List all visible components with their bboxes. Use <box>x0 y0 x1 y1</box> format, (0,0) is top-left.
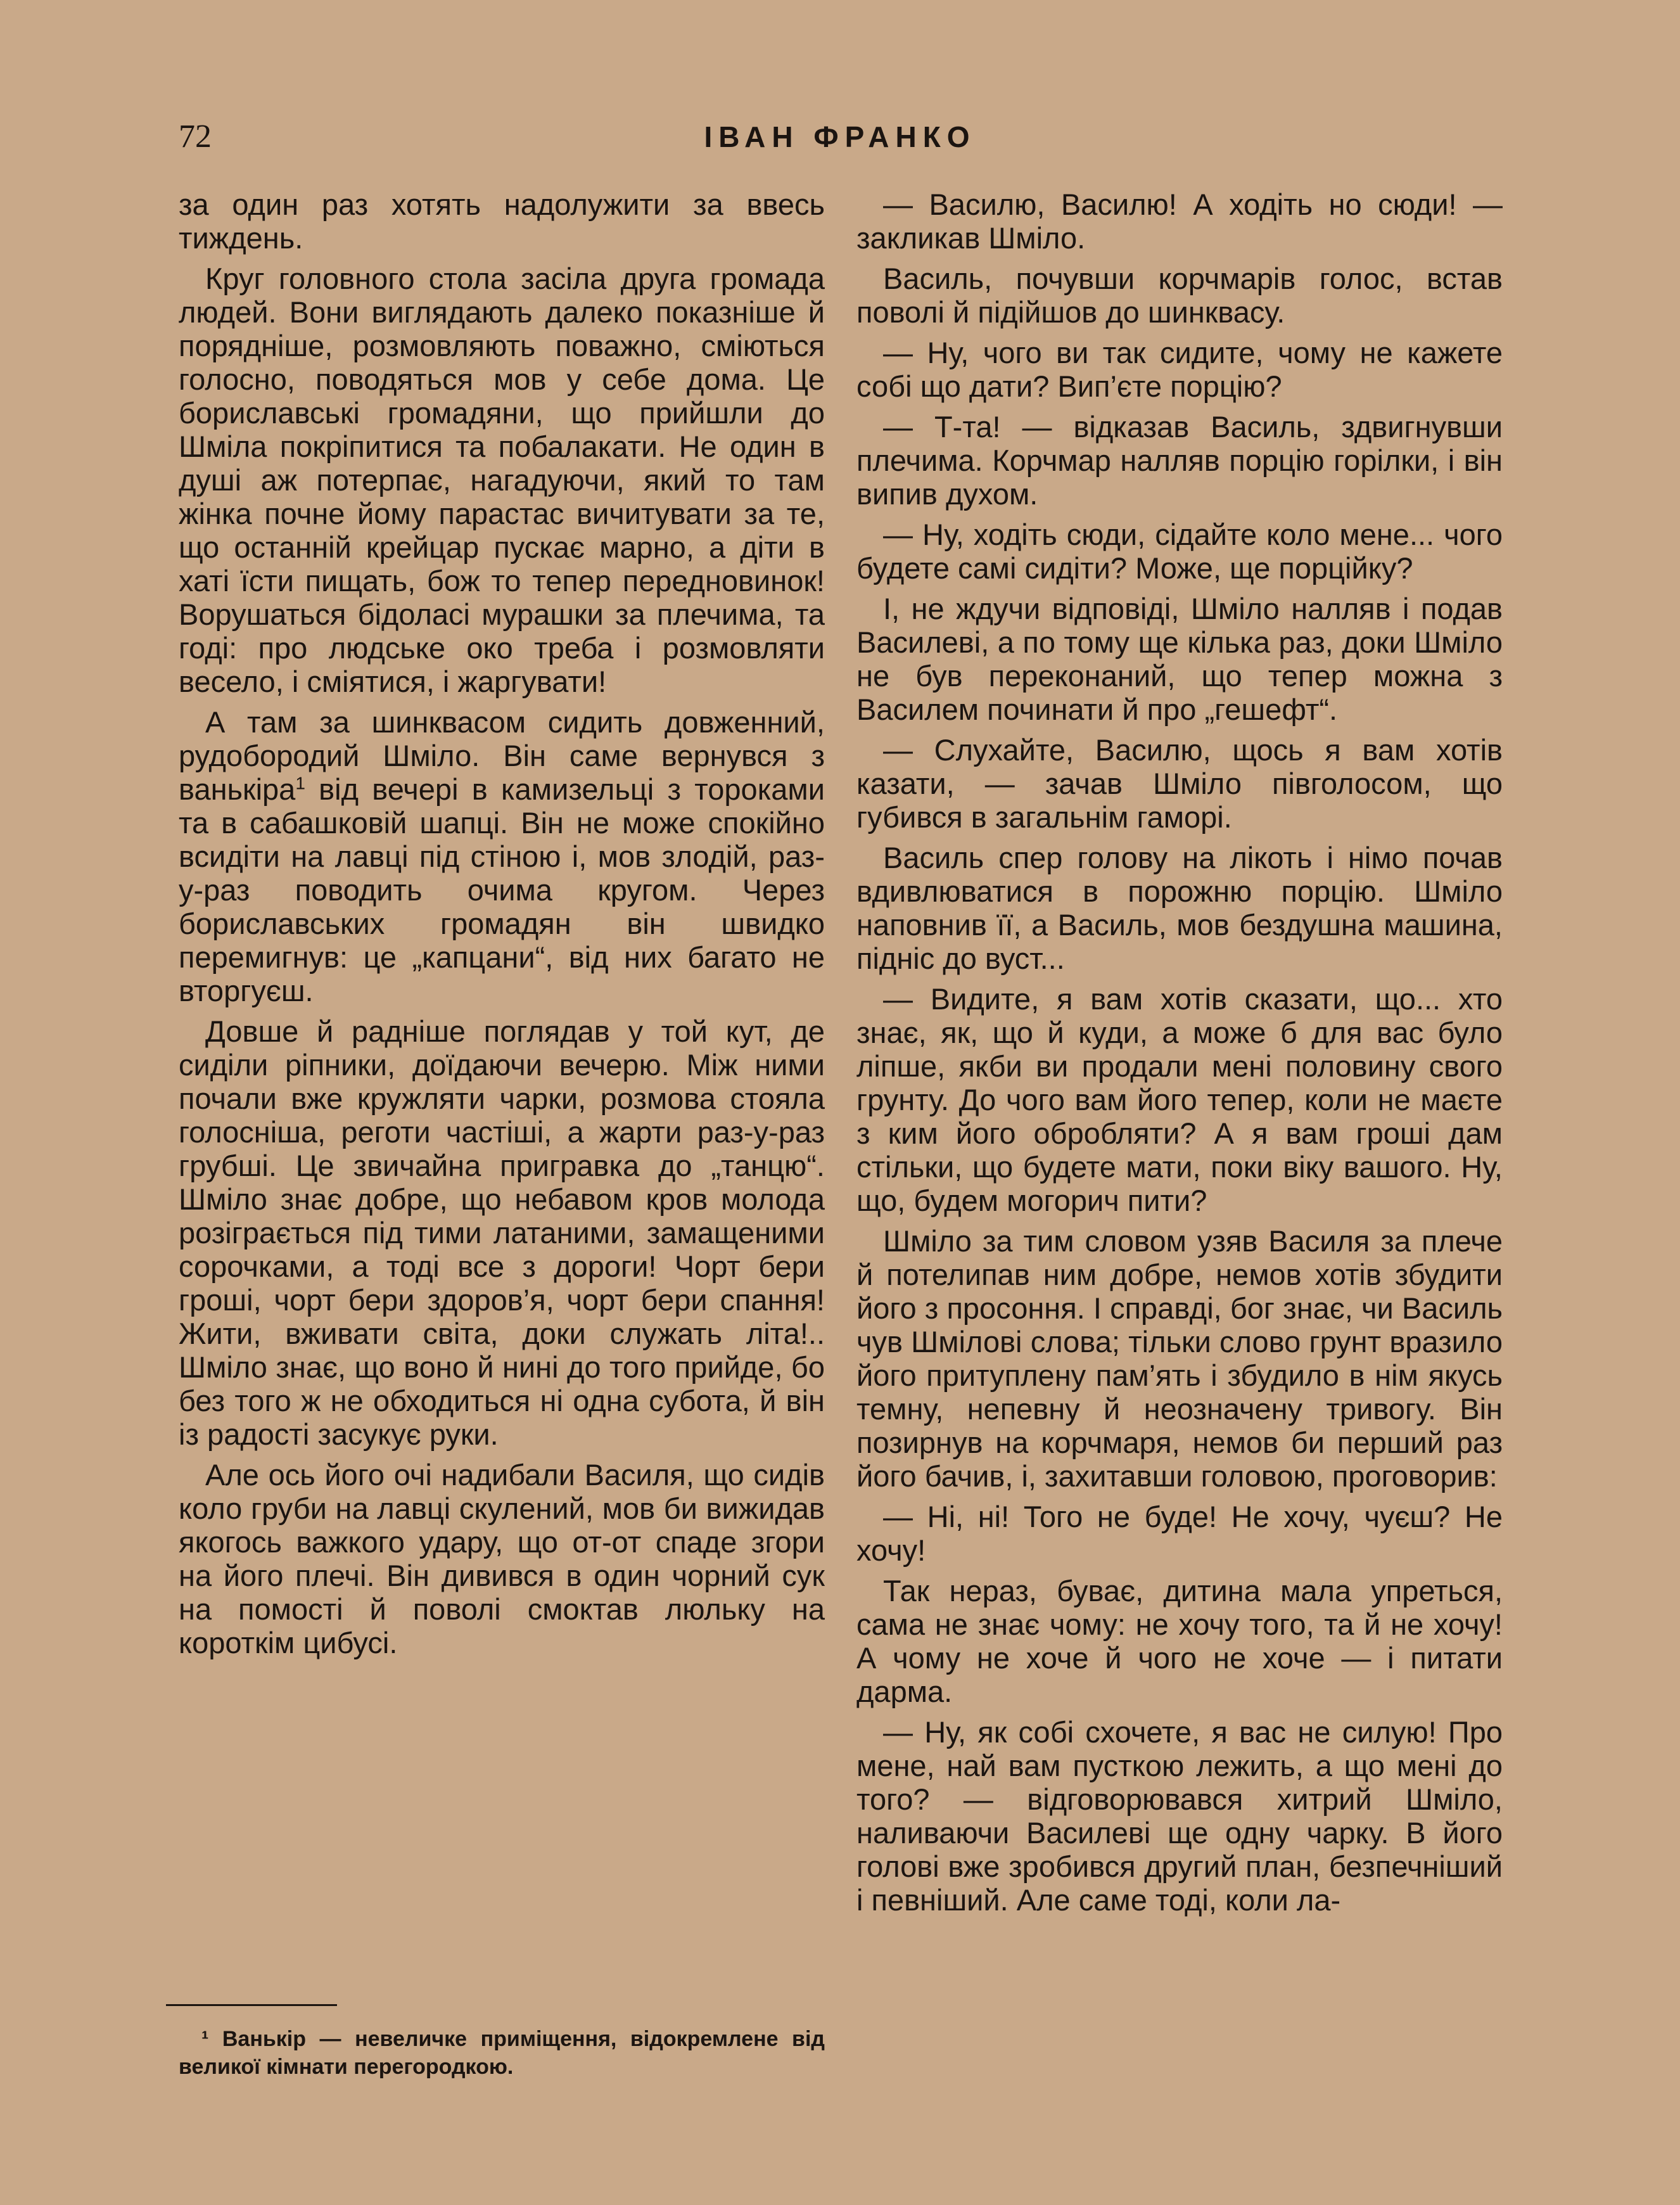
paragraph: — Ну, як собі схочете, я вас не силую! Про мене, най вам пусткою лежить, а що мені до того? — відговорювався хитрий Шміло, наливаючи Василеві ще одну чарку. В його голові вже зробився другий план, безпечніший і певніший. Але саме тоді, коли ла- <box>856 1715 1503 1917</box>
paragraph-text: А там за шинквасом сидить довженний, рудобородий Шміло. Він саме вернувся з ванькіра <box>179 705 825 806</box>
paragraph: Довше й радніше поглядав у той кут, де сиділи ріпники, доїдаючи вечерю. Між ними почали вже кружляти чарки, розмова стояла голосніша, реготи частіші, а жарти раз-у-раз грубші. Це звичайна пригравка до „танцю“. Шміло знає добре, що небавом кров молода розіграється під тими латаними, замащеними сорочками, а тоді все з дороги! Чорт бери гроші, чорт бери здоров’я, чорт бери спання! Жити, вживати світа, доки служать літа!.. Шміло знає, що воно й нині до того прийде, бо без того ж не обходиться ні одна субота, й він із радості засукує руки. <box>179 1014 825 1451</box>
paragraph: Василь, почувши корчмарів голос, встав поволі й підійшов до шинквасу. <box>856 262 1503 329</box>
running-title: ІВАН ФРАНКО <box>704 120 976 153</box>
footnote: ¹ Ванькір — невеличке приміщення, відокремлене від великої кімнати перегородкою. <box>179 2027 825 2079</box>
paragraph: Так нераз, буває, дитина мала упреться, сама не знає чому: не хочу того, та й не хочу! А чому не хоче й чого не хоче — і питати дарма. <box>856 1574 1503 1708</box>
paragraph: — Видите, я вам хотів сказати, що... хто знає, як, що й куди, а може б для вас було ліпше, якби ви продали мені половину свого грунту. До чого вам його тепер, коли не маєте з ким його обробляти? А я вам гроші дам стільки, що будете мати, поки віку вашого. Ну, що, будем могорич пити? <box>856 982 1503 1217</box>
footnote-divider <box>166 2004 337 2006</box>
paragraph-text: від вечері в камизельці з тороками та в сабашковій шапці. Він не може спокійно всидіти на лавці під стіною і, мов злодій, раз-у-раз поводить очима кругом. Через бориславських громадян він швидко перемигнув: це „капцани“, від них багато не вторгуєш. <box>179 772 825 1007</box>
left-column <box>179 188 825 1659</box>
page-number: 72 <box>179 118 212 155</box>
paragraph: І, не ждучи відповіді, Шміло налляв і подав Василеві, а по тому ще кілька раз, доки Шміло не був переконаний, що тепер можна з Василем починати й про „гешефт“. <box>856 592 1503 726</box>
right-column <box>856 188 1503 1917</box>
paragraph <box>179 705 825 1007</box>
footnote-marker: 1 <box>295 773 305 793</box>
paragraph: за один раз хотять надолужити за ввесь тиждень. <box>179 188 825 255</box>
paragraph: — Ну, ходіть сюди, сідайте коло мене... чого будете самі сидіти? Може, ще порційку? <box>856 518 1503 585</box>
paragraph: Шміло за тим словом узяв Василя за плече й потелипав ним добре, немов хотів збудити його з просоння. І справді, бог знає, чи Василь чув Шмілові слова; тільки слово грунт вразило його притуплену пам’ять і збудило в нім якусь темну, непевну й неозначену тривогу. Він позирнув на корчмаря, немов би перший раз його бачив, і, захитавши головою, проговорив: <box>856 1224 1503 1493</box>
paragraph: Але ось його очі надибали Василя, що сидів коло груби на лавці скулений, мов би вижидав якогось важкого удару, що от-от спаде згори на його плечі. Він дивився в один чорний сук на помості й поволі смоктав люльку на короткім цибусі. <box>179 1458 825 1659</box>
paragraph: — Ні, ні! Того не буде! Не хочу, чуєш? Не хочу! <box>856 1500 1503 1567</box>
paragraph: — Василю, Василю! А ходіть но сюди! — закликав Шміло. <box>856 188 1503 255</box>
paragraph: — Т-та! — відказав Василь, здвигнувши плечима. Корчмар налляв порцію горілки, і він випив духом. <box>856 410 1503 511</box>
paragraph: — Ну, чого ви так сидите, чому не кажете собі що дати? Вип’єте порцію? <box>856 336 1503 403</box>
paragraph: — Слухайте, Василю, щось я вам хотів казати, — зачав Шміло півголосом, що губився в загальнім гаморі. <box>856 733 1503 834</box>
paragraph: Круг головного стола засіла друга громада людей. Вони виглядають далеко показніше й порядніше, розмовляють поважно, сміються голосно, поводяться мов у себе дома. Це бориславські громадяни, що прийшли до Шміла покріпитися та побалакати. Не один в душі аж потерпає, нагадуючи, який то там жінка почне йому парастас вичитувати за те, що останній крейцар пускає марно, а діти в хаті їсти пищать, бож то тепер передновинок! Ворушаться бідолаcі мурашки за плечима, та годі: про людське око треба і розмовляти весело, і сміятися, і жаргувати! <box>179 262 825 698</box>
paragraph: Василь спер голову на лікоть і німо почав вдивлюватися в порожню порцію. Шміло наповнив її, а Василь, мов бездушна машина, підніс до вуст... <box>856 841 1503 975</box>
